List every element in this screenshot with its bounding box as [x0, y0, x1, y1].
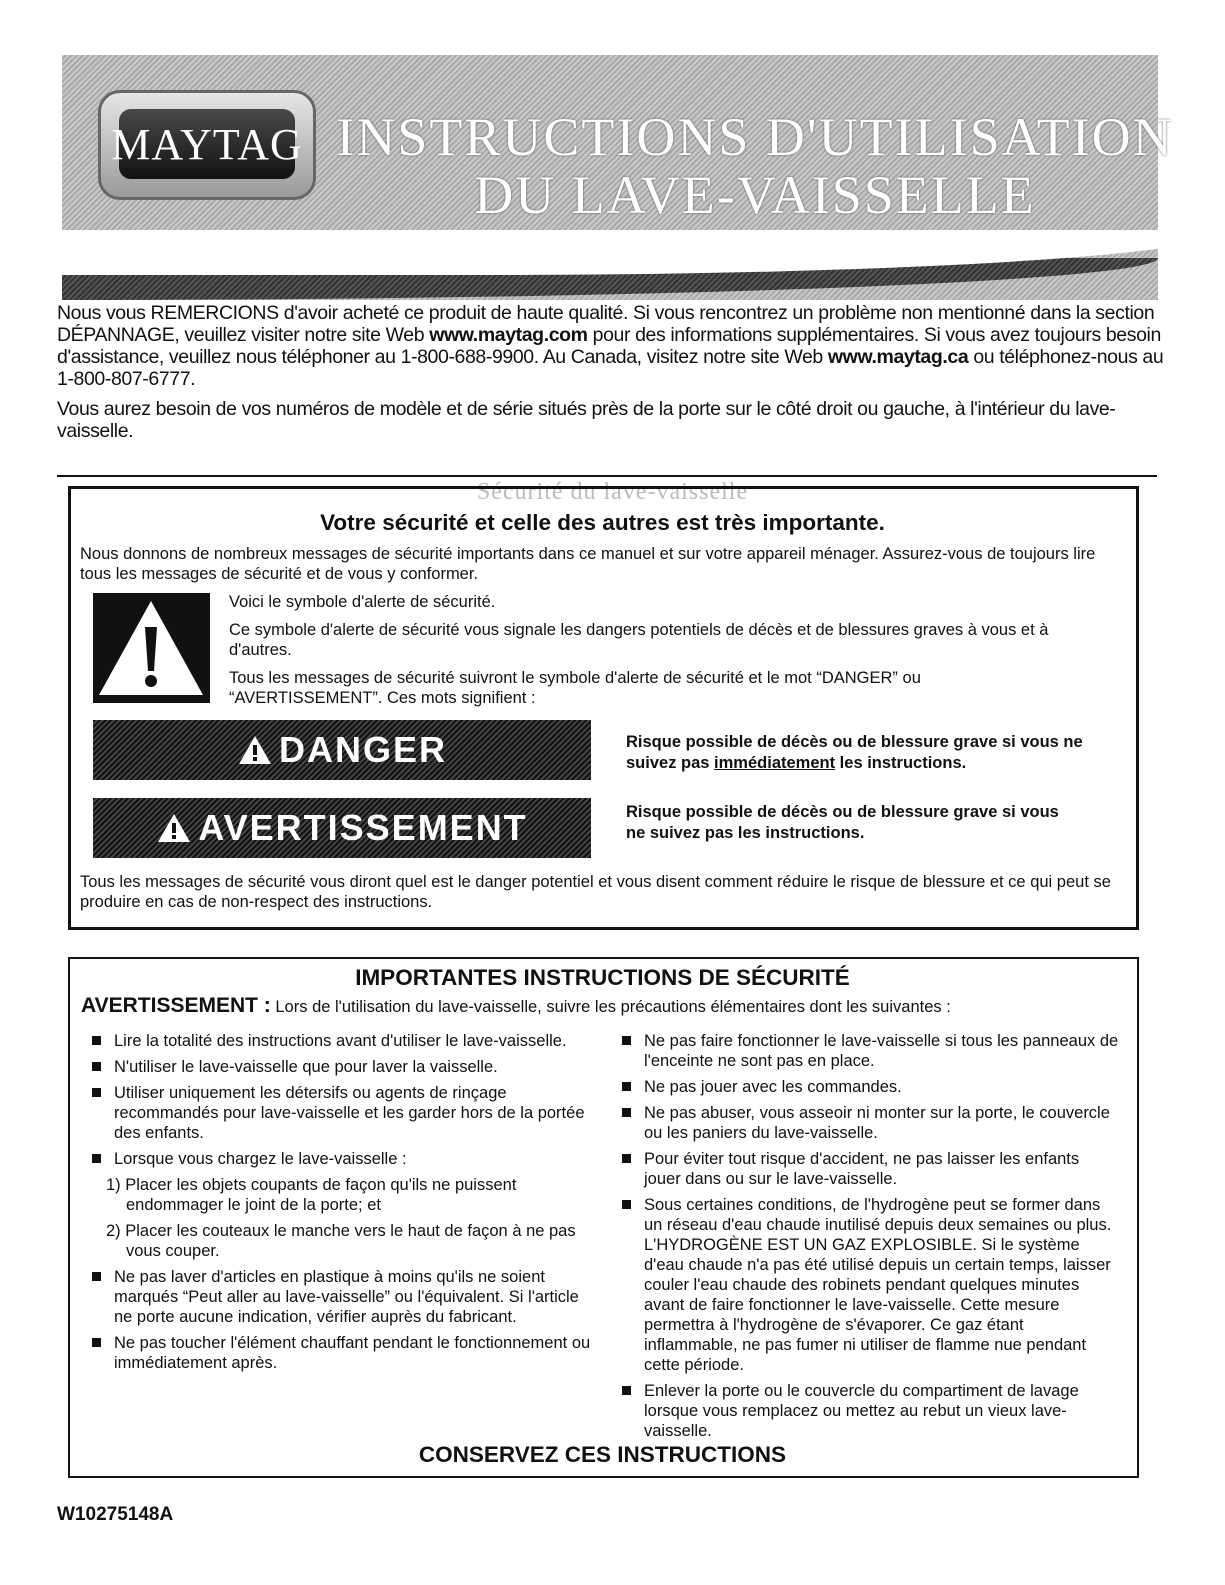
safety-heading: Votre sécurité et celle des autres est très importante. — [320, 510, 885, 535]
list-item: Ne pas laver d'articles en plastique à moins qu'ils ne soient marqués “Peut aller au lave-vaisselle” ou l'équivalent. Si l'article ne porte aucune indication, vérifier auprès du fabricant. — [80, 1267, 600, 1327]
symbol-description: Ce symbole d'alerte de sécurité vous signale les dangers potentiels de décès et de blessures graves à vous et à d'autres. — [229, 621, 1049, 659]
symbol-line: Voici le symbole d'alerte de sécurité. — [229, 593, 496, 611]
section-title: Sécurité du lave-vaisselle — [476, 479, 749, 505]
intro-paragraph-2: Vous aurez besoin de vos numéros de modèle et de série situés près de la porte sur le côté droit ou gauche, à l'intérieur du lave-vaisselle. — [57, 398, 1116, 442]
title-line-2: DU LAVE-VAISSELLE — [474, 165, 1036, 225]
alert-triangle-icon — [156, 812, 192, 844]
list-item: Utiliser uniquement les détersifs ou agents de rinçage recommandés pour lave-vaisselle et les garder hors de la portée des enfants. — [80, 1083, 600, 1143]
document-title — [330, 108, 1180, 224]
danger-label: DANGER — [93, 720, 591, 780]
list-item: Pour éviter tout risque d'accident, ne pas laisser les enfants jouer dans ou sur le lave-vaisselle. — [610, 1149, 1120, 1189]
instructions-heading: IMPORTANTES INSTRUCTIONS DE SÉCURITÉ — [355, 965, 850, 990]
list-subitem: 1) Placer les objets coupants de façon qu'ils ne puissent endommager le joint de la porte; et — [106, 1176, 517, 1214]
list-item: Ne pas faire fonctionner le lave-vaisselle si tous les panneaux de l'enceinte ne sont pas en place. — [610, 1031, 1120, 1071]
safety-closing: Tous les messages de sécurité vous diront quel est le danger potentiel et vous disent comment réduire le risque de blessure et ce qui peut se produire en cas de non-respect des instructions. — [80, 873, 1111, 911]
signal-words-text: Tous les messages de sécurité suivront le symbole d'alerte de sécurité et le mot “DANGER” ou “AVERTISSEMENT”. Ces mots signifient : — [229, 669, 921, 707]
list-item: Ne pas jouer avec les commandes. — [610, 1077, 1120, 1097]
title-line-1: INSTRUCTIONS D'UTILISATION — [336, 107, 1174, 167]
alert-triangle-icon — [237, 734, 273, 766]
safety-alert-icon — [93, 593, 210, 703]
danger-description: Risque possible de décès ou de blessure grave si vous ne suivez pas immédiatement les instructions. — [626, 733, 1083, 772]
maytag-ca-link[interactable]: www.maytag.ca — [827, 346, 969, 368]
list-item: Lire la totalité des instructions avant d'utiliser le lave-vaisselle. — [80, 1031, 600, 1051]
save-instructions-footer: CONSERVEZ CES INSTRUCTIONS — [418, 1442, 787, 1467]
warning-label: AVERTISSEMENT — [93, 798, 591, 858]
section-rule — [57, 475, 1157, 477]
intro-text — [57, 302, 1167, 450]
intro-paragraph-1: Nous vous REMERCIONS d'avoir acheté ce produit de haute qualité. Si vous rencontrez un problème non mentionné dans la section DÉPANNAGE, veuillez visiter notre site Web www.maytag.com pour des informations supplémentaires. Si vous avez toujours besoin d'assistance, veuillez nous téléphoner au 1-800-688-9900. Au Canada, visitez notre site Web www.maytag.ca ou téléphonez-nous au 1-800-807-6777. — [57, 302, 1164, 390]
logo-text: MAYTAG — [111, 119, 303, 169]
list-item: Ne pas toucher l'élément chauffant pendant le fonctionnement ou immédiatement après. — [80, 1333, 600, 1373]
safety-intro: Nous donnons de nombreux messages de sécurité importants dans ce manuel et sur votre appareil ménager. Assurez-vous de toujours lire tous les messages de sécurité et de vous y conformer. — [80, 545, 1096, 583]
instructions-right-column — [610, 1031, 1120, 1447]
maytag-com-link[interactable]: www.maytag.com — [429, 324, 588, 346]
list-item: Ne pas abuser, vous asseoir ni monter sur la porte, le couvercle ou les paniers du lave-vaisselle. — [610, 1103, 1120, 1143]
list-subitem: 2) Placer les couteaux le manche vers le haut de façon à ne pas vous couper. — [106, 1222, 576, 1260]
instructions-warning: AVERTISSEMENT : Lors de l'utilisation du lave-vaisselle, suivre les précautions élémentaires dont les suivantes : — [81, 994, 951, 1017]
maytag-logo — [98, 90, 316, 200]
list-item: N'utiliser le lave-vaisselle que pour laver la vaisselle. — [80, 1057, 600, 1077]
instructions-left-column — [80, 1031, 600, 1379]
list-item: Lorsque vous chargez le lave-vaisselle : — [80, 1149, 600, 1169]
document-code: W10275148A — [57, 1504, 174, 1525]
warning-description: Risque possible de décès ou de blessure grave si vous ne suivez pas les instructions. — [626, 803, 1059, 842]
list-item: Enlever la porte ou le couvercle du compartiment de lavage lorsque vous remplacez ou mettez au rebut un vieux lave-vaisselle. — [610, 1381, 1120, 1441]
list-item: Sous certaines conditions, de l'hydrogène peut se former dans un réseau d'eau chaude inutilisé depuis deux semaines ou plus. L'HYDROGÈNE EST UN GAZ EXPLOSIBLE. Si le système d'eau chaude n'a pas été utilisé depuis un certain temps, laisser couler l'eau chaude des robinets pendant quelques minutes avant de faire fonctionner le lave-vaisselle. Cette mesure permettra à l'hydrogène de s'évaporer. Ce gaz étant inflammable, ne pas fumer ni utiliser de flamme nue pendant cette période. — [610, 1195, 1120, 1375]
